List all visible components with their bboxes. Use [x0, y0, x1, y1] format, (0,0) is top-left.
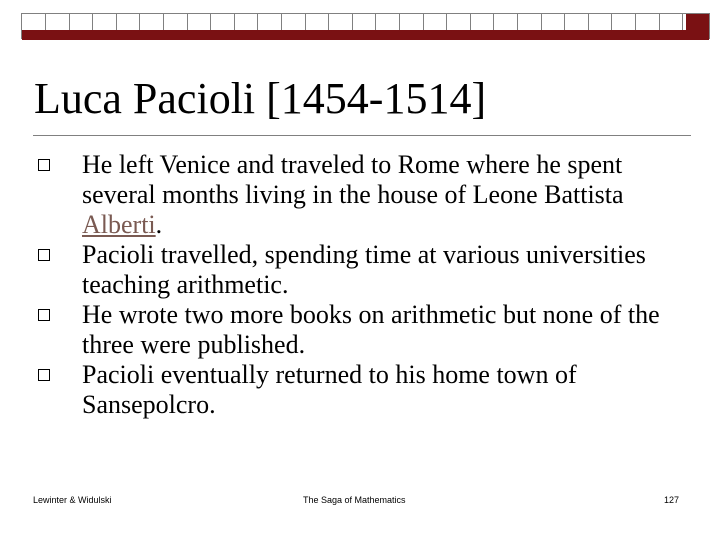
top-decoration-bar [0, 0, 720, 46]
alberti-link[interactable]: Alberti [82, 210, 156, 239]
bullet-text: He left Venice and traveled to Rome where he spent several months living in the house of Leone Battista [82, 150, 624, 209]
bullet-item [38, 150, 678, 240]
footer-page-number: 127 [664, 495, 680, 505]
slide-title: Luca Pacioli [1454-1514] [34, 74, 487, 123]
bullet-text-end: . [155, 210, 163, 239]
bullet-item [38, 360, 678, 420]
footer-authors: Lewinter & Widulski [33, 495, 112, 505]
accent-band [22, 30, 709, 40]
title-divider [33, 135, 691, 136]
hollow-square-bullet-icon [38, 309, 50, 321]
accent-square [686, 14, 709, 40]
bullet-item [38, 300, 678, 360]
bullet-text: He wrote two more books on arithmetic but none of the three were published. [82, 300, 660, 359]
hollow-square-bullet-icon [38, 159, 50, 171]
hollow-square-bullet-icon [38, 249, 50, 261]
footer-book-title: The Saga of Mathematics [303, 495, 406, 505]
hollow-square-bullet-icon [38, 369, 50, 381]
bullet-text: Pacioli eventually returned to his home town of Sansepolcro. [82, 360, 577, 419]
bullet-text: Pacioli travelled, spending time at various universities teaching arithmetic. [82, 240, 646, 299]
bullet-item [38, 240, 678, 300]
bullet-list [38, 150, 678, 420]
